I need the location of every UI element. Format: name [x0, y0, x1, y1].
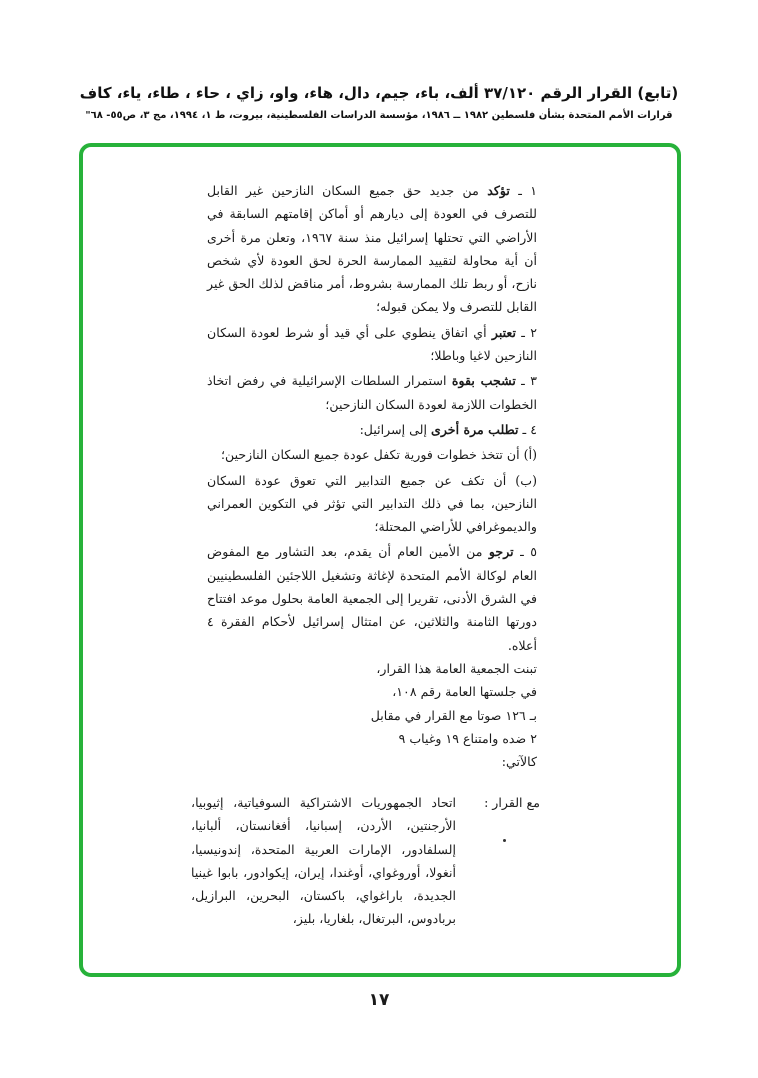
paragraph-text: استمرار السلطات الإسرائيلية في رفض اتخاذ الخطوات اللازمة لعودة السكان النازحين؛: [207, 373, 537, 412]
paragraph-text: (أ) أن تتخذ خطوات فورية تكفل عودة جميع السكان النازحين؛: [221, 447, 537, 463]
resolution-text: [207, 179, 537, 773]
operative-verb: ترجو: [488, 544, 514, 560]
paragraph-number: ٤ ـ: [518, 421, 537, 437]
paragraph-number: ١ ـ: [509, 183, 537, 198]
operative-verb: تؤكد: [487, 183, 510, 198]
operative-verb: تعتبر: [491, 324, 517, 340]
paragraph-2: [207, 321, 537, 368]
paragraph-3: [207, 369, 537, 416]
operative-verb: تشجب بقوة: [451, 373, 516, 389]
document-source: قرارات الأمم المتحدة بشأن فلسطين ١٩٨٢ ــ ١٩٨٦، مؤسسة الدراسات الفلسطينية، بيروت، ط ١، ١٩٩٤، مج ٣، ص٥٥- ٦٨": [85, 110, 673, 121]
votes-in-favor-countries: اتحاد الجمهوريات الاشتراكية السوفياتية، إثيوبيا، الأرجنتين، الأردن، إسبانيا، أفغانستان، ألبانيا، إلسلفادور، الإمارات العربية المتحدة، إندونيسيا، أنغولا، أوروغواي، أوغندا، إيران، إيكوادور، بابوا غينيا الجديدة، باراغواي، باكستان، البحرين، البرازيل، بربادوس، البرتغال، بلغاريا، بليز،: [191, 795, 456, 927]
votes-in-favor-label: مع القرار :: [484, 795, 540, 810]
adoption-line: بـ ١٢٦ صوتا مع القرار في مقابل: [370, 707, 537, 723]
paragraph-number: ٣ ـ: [515, 373, 537, 389]
paragraph-text: أي اتفاق ينطوي على أي قيد أو شرط لعودة السكان النازحين لاغيا وباطلا؛: [207, 324, 537, 364]
paragraph-4a: [207, 443, 537, 466]
stray-dot: [503, 839, 506, 842]
paragraph-text: إلى إسرائيل:: [359, 421, 431, 437]
document-title: (تابع) القرار الرقم ٣٧/١٢٠ ألف، باء، جيم، دال، هاء، واو، زاي ، حاء ، طاء، ياء، كاف: [79, 84, 679, 102]
adoption-line: ٢ ضده وامتناع ١٩ وغياب ٩: [398, 730, 537, 746]
operative-verb: تطلب مرة أخرى: [431, 421, 519, 437]
adoption-statement: [207, 657, 537, 773]
adoption-line: كالآتي:: [501, 754, 537, 770]
paragraph-number: ٢ ـ: [516, 324, 537, 340]
content-frame: [79, 143, 681, 977]
paragraph-number: ٥ ـ: [513, 544, 537, 560]
paragraph-text: من جديد حق جميع السكان النازحين غير القابل للتصرف في العودة إلى ديارهم أو أماكن إقامتهم السابقة في الأراضي التي تحتلها إسرائيل منذ سنة ١٩٦٧، وتعلن مرة أخرى أن أية محاولة لتقييد الممارسة الحرة لحق العودة لأي شخص نازح، أو ربط تلك الممارسة بشروط، أمر مناقض لذلك الحق غير القابل للتصرف ولا يمكن قبوله؛: [207, 183, 537, 315]
paragraph-4b: [207, 469, 537, 539]
paragraph-text: (ب) أن تكف عن جميع التدابير التي تعوق عودة السكان النازحين، بما في ذلك التدابير التي تؤثر في التكوين العمراني والديموغرافي للأراضي المحتلة؛: [207, 472, 537, 535]
paragraph-4: [207, 418, 537, 441]
paragraph-text: من الأمين العام أن يقدم، بعد التشاور مع المفوض العام لوكالة الأمم المتحدة لإغاثة وتشغيل اللاجئين الفلسطينيين في الشرق الأدنى، تقريرا إلى الجمعية العامة بحلول موعد افتتاح دورتها الثامنة والثلاثين، عن امتثال إسرائيل لأحكام الفقرة ٤ أعلاه.: [207, 544, 537, 653]
page-number: ١٧: [368, 990, 390, 1010]
paragraph-1: [207, 179, 537, 319]
adoption-line: تبنت الجمعية العامة هذا القرار،: [376, 660, 537, 676]
adoption-line: في جلستها العامة رقم ١٠٨،: [392, 684, 537, 700]
paragraph-5: [207, 540, 537, 656]
